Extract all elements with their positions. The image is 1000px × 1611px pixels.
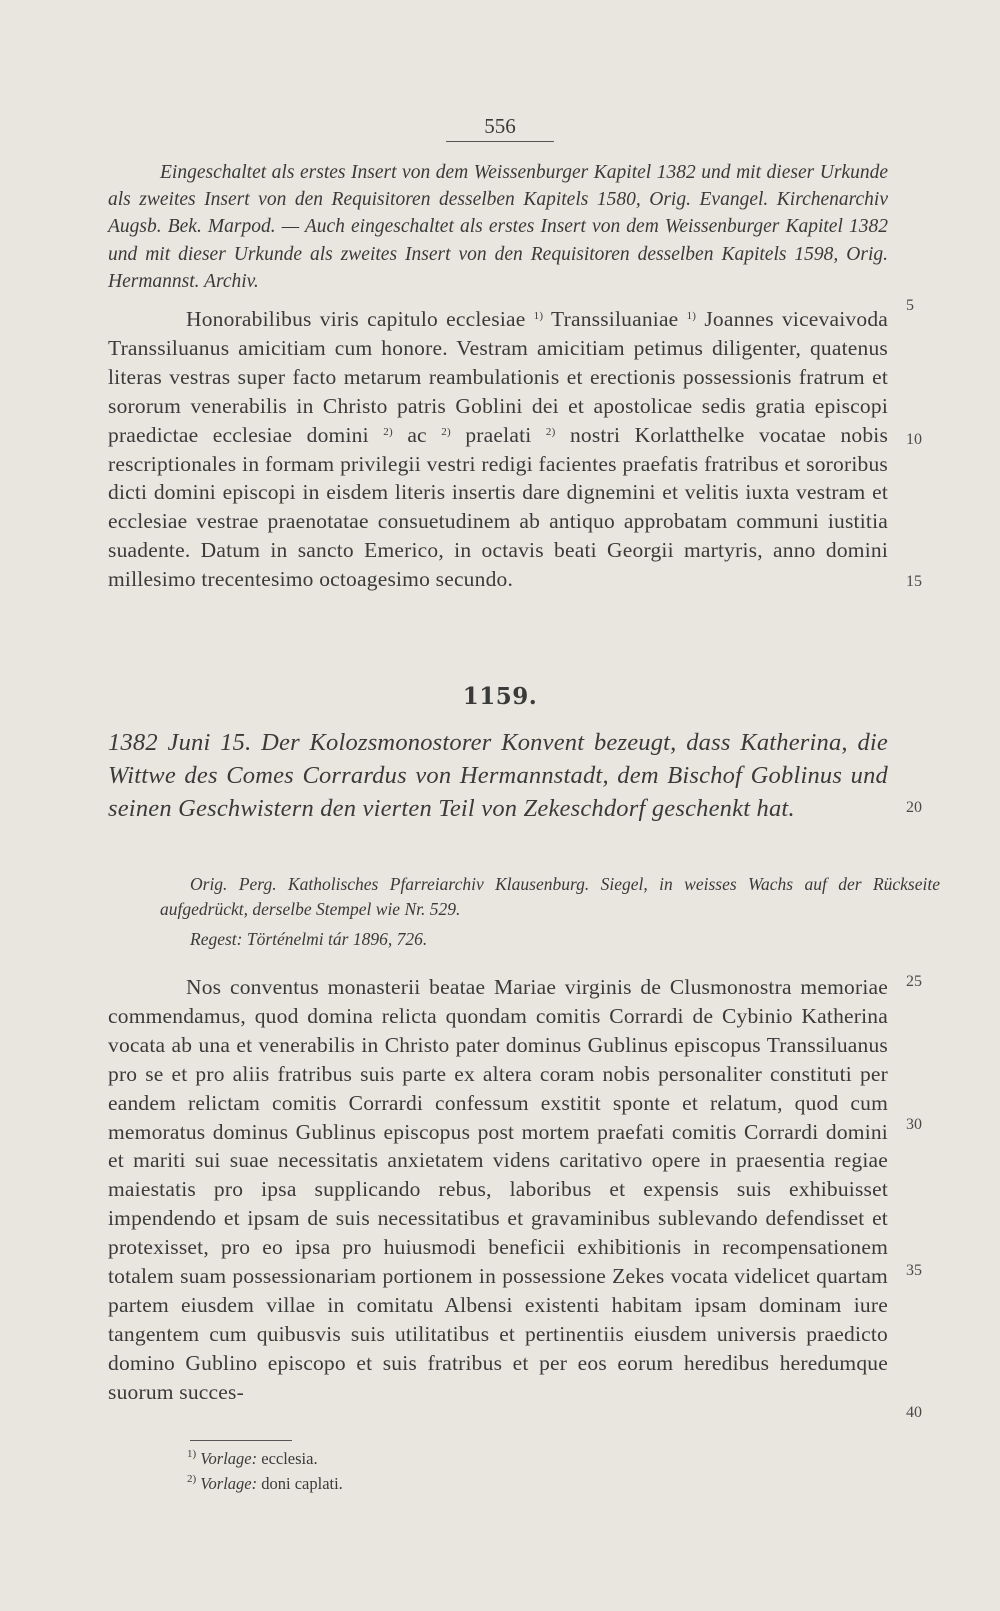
source-note (108, 872, 940, 921)
document-headline (108, 726, 888, 825)
text-segment: ac (407, 422, 427, 447)
line-number: 25 (906, 973, 922, 990)
footnote-marker: 1) (533, 310, 544, 322)
footnote-item (187, 1471, 343, 1496)
footnote-marker: 1) (187, 1448, 197, 1460)
page-number: 556 (446, 114, 554, 142)
line-number: 40 (906, 1404, 922, 1421)
footnote-label: Vorlage: (200, 1449, 258, 1468)
footnote-marker: 2) (383, 425, 393, 438)
line-number: 15 (906, 573, 922, 590)
second-document-paragraph: Nos conventus monasterii beatae Mariae virginis de Clusmonostra memoriae commendamus, quod domina relicta quondam comitis Corrardi de Cybinio Katherina vocata ab una et venerabilis in Christo pater dominus Gublinus episcopus Transsiluanus pro se et pro aliis fratribus suis parte ex altera coram nobis personaliter constituti per eandem relictam comitis Corrardi confessum exstitit sponte et relatum, quod cum memoratus dominus Gublinus episcopus post mortem praefati comitis Corrardi domini et mariti sui suae necessitatis anxietatem videns caritativo opere in praesentia regiae maiestatis pro ipsa supplicando rebus, laboribus et expensis suis exhibuisset impendendo et ipsam de suis necessitatibus et gravaminibus sublevando defendisset et protexisset, pro eo ipsa pro huiusmodi beneficii exhibitionis in recompensationem totalem suam possessionariam portionem in possessione Zekes vocata videlicet quartam partem eiusdem villae in comitatu Albensi existenti habitam ipsam dominam iure tangentem cum quibusvis suis utilitatibus et pertinentiis eiusdem universis praedicto domino Gublino episcopo et suis fratribus et per eos eorum heredibus heredumque suorum succes- (108, 975, 888, 1404)
regest-text: Regest: Történelmi tár 1896, 726. (190, 929, 428, 949)
first-document-paragraph (108, 305, 888, 594)
footnote-label: Vorlage: (200, 1474, 258, 1493)
text-segment: nostri Korlatthelke vocatae nobis rescriptionales in formam privilegii vestri redigi facientes praefatis fratribus et sororibus dicti domini episcopi in eisdem literis insertis dare dignemini et velitis iuxta vestram et ecclesiae vestrae praenotatae consuetudinem ab antiquo approbatam communi iustitia suadente. Datum in sancto Emerico, in octavis beati Georgii martyris, anno domini millesimo trecentesimo octoagesimo secundo. (108, 422, 889, 592)
footnote-divider (190, 1440, 292, 1441)
line-number: 20 (906, 799, 922, 816)
footnote-marker: 2) (187, 1473, 197, 1485)
line-number: 5 (906, 297, 914, 314)
source-note-text: Orig. Perg. Katholisches Pfarreiarchiv Klausenburg. Siegel, in weisses Wachs auf der Rückseite aufgedrückt, derselbe Stempel wie Nr. 529. (160, 874, 940, 919)
footnote-text: doni caplati. (261, 1474, 343, 1493)
footnote-marker: 1) (686, 310, 697, 322)
insert-note-text: Eingeschaltet als erstes Insert von dem Weissenburger Kapitel 1382 und mit dieser Urkunde als zweites Insert von den Requisitoren desselben Kapitels 1580, Orig. Evangel. Kirchenarchiv Augsb. Bek. Marpod. — Auch eingeschaltet als erstes Insert von dem Weissenburger Kapitel 1382 und mit dieser Urkunde als zweites Insert von den Requisitoren desselben Kapitels 1598, Orig. Hermannst. Archiv. (108, 162, 888, 292)
footnote-text: ecclesia. (261, 1449, 318, 1468)
line-number: 30 (906, 1116, 922, 1133)
text-segment: praelati (465, 422, 532, 447)
footnote-item (187, 1446, 343, 1471)
regest-note (108, 927, 970, 951)
footnote-marker: 2) (545, 425, 556, 438)
insert-note (108, 159, 888, 295)
document-number: 1159. (462, 683, 538, 710)
text-segment: Honorabilibus viris capitulo ecclesiae (186, 307, 526, 331)
text-segment: Joannes vicevaivoda Transsiluanus amicitiam cum honore. Vestram amicitiam petimus diligenter, quatenus literas vestras super facto metarum reambulationis et erectionis possessionis fratrum et sororum venerabilis in Christo patris Goblini dei et apostolicae sedis gratia episcopi praedictae ecclesiae domini (108, 307, 889, 447)
first-document-text (108, 305, 888, 594)
line-number: 35 (906, 1262, 922, 1279)
footnotes (187, 1446, 343, 1496)
line-number: 10 (906, 431, 922, 448)
headline-text: 1382 Juni 15. Der Kolozsmonostorer Konvent bezeugt, dass Katherina, die Wittwe des Comes Corrardus von Hermannstadt, dem Bischof Goblinus und seinen Geschwistern den vierten Teil von Zekeschdorf geschenkt hat. (108, 729, 888, 822)
footnote-marker: 2) (441, 425, 451, 438)
text-segment: Transsiluaniae (551, 307, 679, 331)
second-document-text (108, 973, 888, 1407)
